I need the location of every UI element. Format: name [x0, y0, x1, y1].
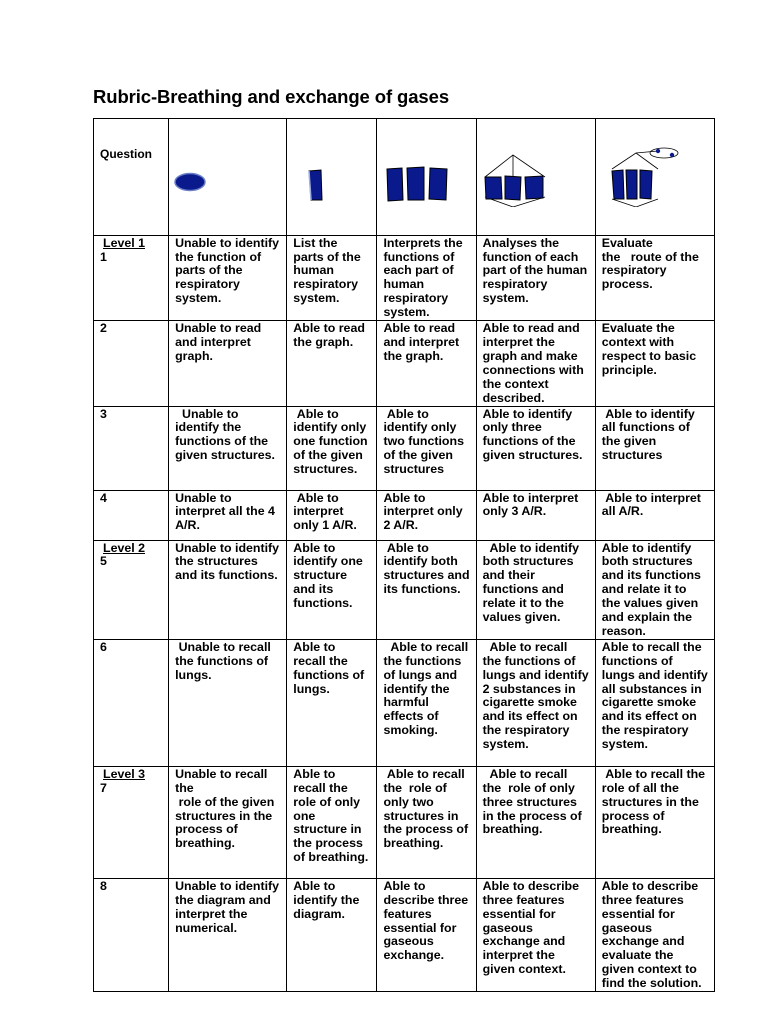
level-label: Level 2: [103, 540, 146, 555]
criteria-cell: Able to recall the role of all the structures in the process of breathing.: [595, 766, 714, 878]
icon-cell-4: [476, 119, 595, 236]
question-number: 8: [100, 878, 107, 893]
criteria-cell: Unable to identify the structures and its functions.: [169, 540, 287, 639]
level-label: Level 1: [103, 235, 146, 250]
rubric-table: [93, 118, 715, 992]
criteria-cell: Able to identify only three functions of the given structures.: [476, 406, 595, 490]
question-number: 3: [100, 406, 107, 421]
criteria-cell: Able to identify only one function of the given structures.: [287, 406, 377, 490]
rubric-row: [94, 766, 715, 878]
question-header-label: Question: [100, 146, 153, 161]
criteria-cell: Able to identify both structures and their functions and relate it to the values given.: [476, 540, 595, 639]
question-cell: [94, 490, 169, 540]
criteria-cell: Evaluate the route of the respiratory process.: [595, 235, 714, 320]
rubric-row: [94, 490, 715, 540]
icon-cell-5: [595, 119, 714, 236]
rubric-row: [94, 878, 715, 991]
criteria-cell: Able to interpret only 1 A/R.: [287, 490, 377, 540]
criteria-cell: Unable to identify the diagram and interpret the numerical.: [169, 878, 287, 991]
rubric-row: [94, 540, 715, 639]
question-number: 5: [100, 554, 107, 569]
question-cell: [94, 878, 169, 991]
header-row: [94, 119, 715, 236]
question-cell: [94, 321, 169, 406]
criteria-cell: Able to interpret all A/R.: [595, 490, 714, 540]
criteria-cell: Analyses the function of each part of the human respiratory system.: [476, 235, 595, 320]
question-cell: [94, 235, 169, 320]
criteria-cell: Able to identify all functions of the given structures: [595, 406, 714, 490]
criteria-cell: Able to identify the diagram.: [287, 878, 377, 991]
criteria-cell: Able to describe three features essential for gaseous exchange and evaluate the given context to find the solution.: [595, 878, 714, 991]
rubric-row: [94, 406, 715, 490]
page-title: Rubric-Breathing and exchange of gases: [93, 86, 450, 107]
question-number: 6: [100, 639, 107, 654]
criteria-cell: Able to read the graph.: [287, 321, 377, 406]
question-number: 4: [100, 490, 107, 505]
criteria-cell: Able to identify only two functions of the given structures: [377, 406, 476, 490]
icon-cell-3: [377, 119, 476, 236]
criteria-cell: Able to read and interpret the graph and make connections with the context described.: [476, 321, 595, 406]
rubric-row: [94, 639, 715, 766]
rubric-row: [94, 321, 715, 406]
criteria-cell: List the parts of the human respiratory system.: [287, 235, 377, 320]
question-cell: [94, 766, 169, 878]
level-label: Level 3: [103, 766, 146, 781]
rubric-body: [94, 235, 715, 991]
criteria-cell: Unable to recall the role of the given structures in the process of breathing.: [169, 766, 287, 878]
question-cell: [94, 639, 169, 766]
criteria-cell: Able to recall the functions of lungs and identify 2 substances in cigarette smoke and its effect on the respiratory system.: [476, 639, 595, 766]
criteria-cell: Able to read and interpret the graph.: [377, 321, 476, 406]
rubric-row: [94, 235, 715, 320]
criteria-cell: Able to recall the functions of lungs and identify the harmful effects of smoking.: [377, 639, 476, 766]
criteria-cell: Able to describe three features essential for gaseous exchange.: [377, 878, 476, 991]
criteria-cell: Interprets the functions of each part of human respiratory system.: [377, 235, 476, 320]
criteria-cell: Able to describe three features essential for gaseous exchange and interpret the given context.: [476, 878, 595, 991]
question-number: 1: [100, 249, 107, 264]
criteria-cell: Unable to recall the functions of lungs.: [169, 639, 287, 766]
question-header-cell: [94, 119, 169, 236]
criteria-cell: Able to identify both structures and its functions.: [377, 540, 476, 639]
icon-cell-2: [287, 119, 377, 236]
criteria-cell: Able to recall the functions of lungs.: [287, 639, 377, 766]
criteria-cell: Evaluate the context with respect to basic principle.: [595, 321, 714, 406]
question-number: 2: [100, 321, 107, 336]
triple-panel-icon: [377, 147, 476, 207]
criteria-cell: Able to recall the functions of lungs and identify all substances in cigarette smoke and its effect on the respiratory system.: [595, 639, 714, 766]
criteria-cell: Unable to identify the function of parts of the respiratory system.: [169, 235, 287, 320]
criteria-cell: Unable to identify the functions of the given structures.: [169, 406, 287, 490]
question-cell: [94, 540, 169, 639]
single-panel-icon: [287, 147, 377, 207]
question-number: 7: [100, 780, 107, 795]
criteria-cell: Able to recall the role of only two structures in the process of breathing.: [377, 766, 476, 878]
criteria-cell: Able to interpret only 3 A/R.: [476, 490, 595, 540]
criteria-cell: Able to interpret only 2 A/R.: [377, 490, 476, 540]
criteria-cell: Unable to interpret all the 4 A/R.: [169, 490, 287, 540]
criteria-cell: Unable to read and interpret graph.: [169, 321, 287, 406]
question-cell: [94, 406, 169, 490]
icon-cell-1: [169, 119, 287, 236]
criteria-cell: Able to recall the role of only one structure in the process of breathing.: [287, 766, 377, 878]
criteria-cell: Able to identify one structure and its functions.: [287, 540, 377, 639]
criteria-cell: Able to identify both structures and its functions and relate it to the values given and explain the reason.: [595, 540, 714, 639]
networked-triple-panel-icon: [596, 147, 715, 207]
oval-icon: [169, 147, 287, 207]
connected-triple-panel-icon: [477, 147, 596, 207]
criteria-cell: Able to recall the role of only three structures in the process of breathing.: [476, 766, 595, 878]
